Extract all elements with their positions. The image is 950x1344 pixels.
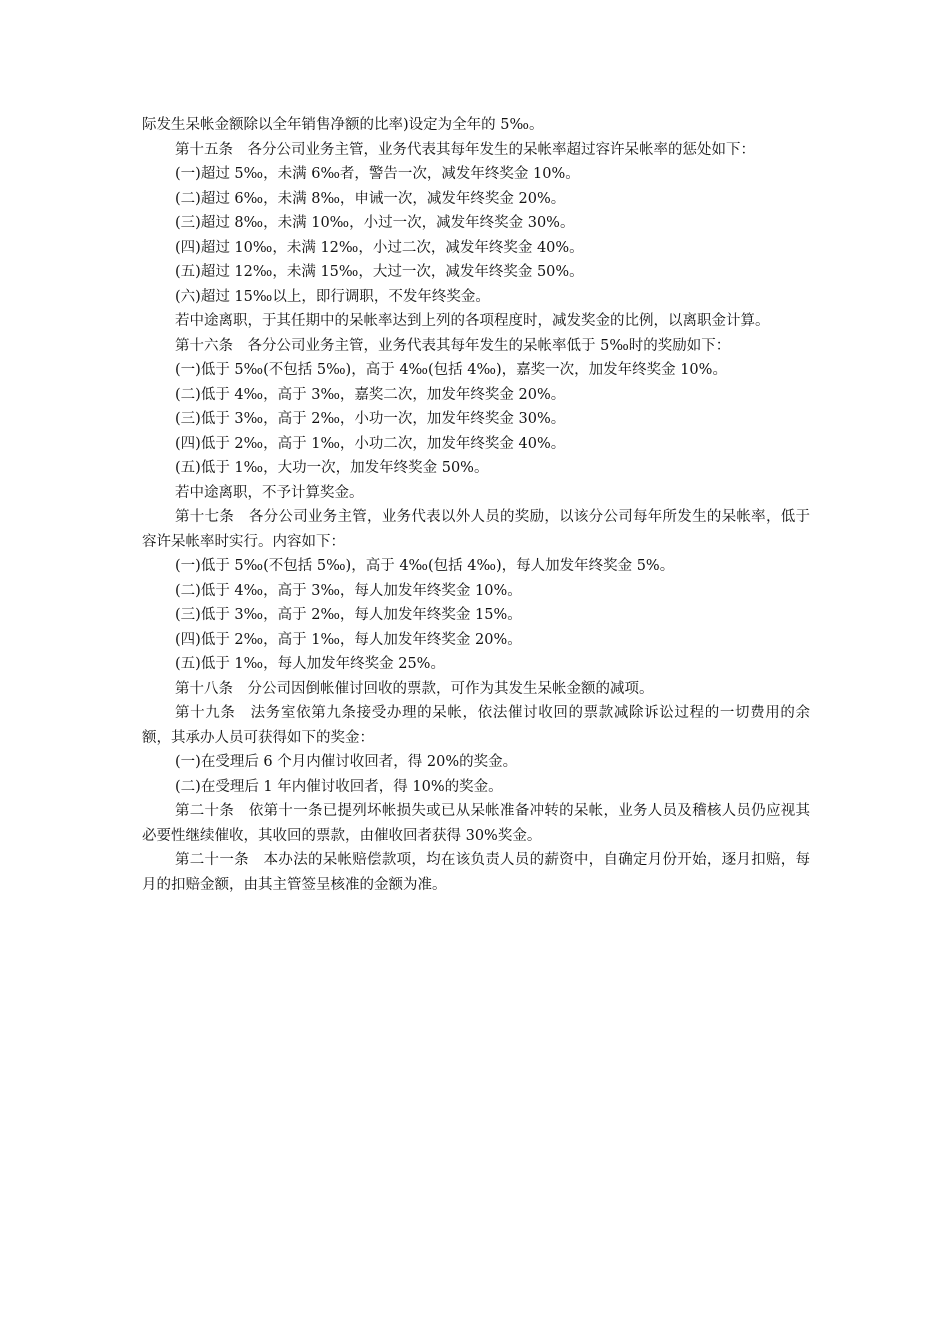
article-19: 第十九条 法务室依第九条接受办理的呆帐，依法催讨收回的票款减除诉讼过程的一切费用的余额，其承办人员可获得如下的奖金：: [142, 705, 810, 746]
article-19-item-1: (一)在受理后 6 个月内催讨收回者，得 20%的奖金。: [175, 754, 518, 770]
article-16-item-1: (一)低于 5‰(不包括 5‰)，高于 4‰(包括 4‰)，嘉奖一次，加发年终奖金 10%。: [175, 362, 727, 378]
article-19-item-2: (二)在受理后 1 年内催讨收回者，得 10%的奖金。: [175, 778, 503, 795]
article-16-item-5: (五)低于 1‰，大功一次，加发年终奖金 50%。: [175, 460, 489, 476]
article-16-item-3: (三)低于 3‰，高于 2‰，小功一次，加发年终奖金 30%。: [175, 411, 566, 427]
article-15-item-3: (三)超过 8‰，未满 10‰，小过一次，减发年终奖金 30%。: [175, 215, 575, 231]
article-17-item-2: (二)低于 4‰，高于 3‰，每人加发年终奖金 10%。: [175, 582, 522, 599]
article-17-item-5: (五)低于 1‰，每人加发年终奖金 25%。: [175, 656, 445, 672]
article-18: 第十八条 分公司因倒帐催讨回收的票款，可作为其发生呆帐金额的减项。: [175, 680, 654, 697]
article-17: 第十七条 各分公司业务主管，业务代表以外人员的奖励，以该分公司每年所发生的呆帐率，低于容许呆帐率时实行。内容如下：: [142, 509, 810, 550]
article-16-note: 若中途离职，不予计算奖金。: [175, 484, 364, 501]
article-15-item-4: (四)超过 10‰，未满 12‰，小过二次，减发年终奖金 40%。: [175, 239, 584, 256]
document-body: [142, 113, 810, 897]
article-21: 第二十一条 本办法的呆帐赔偿款项，均在该负责人员的薪资中，自确定月份开始，逐月扣赔，每月的扣赔金额，由其主管签呈核准的金额为准。: [142, 852, 810, 893]
article-16-item-2: (二)低于 4‰，高于 3‰，嘉奖二次，加发年终奖金 20%。: [175, 386, 566, 403]
article-17-item-4: (四)低于 2‰，高于 1‰，每人加发年终奖金 20%。: [175, 631, 522, 648]
article-15-item-5: (五)超过 12‰，未满 15‰，大过一次，减发年终奖金 50%。: [175, 264, 584, 280]
article-17-item-1: (一)低于 5‰(不包括 5‰)，高于 4‰(包括 4‰)，每人加发年终奖金 5%。: [175, 558, 675, 574]
article-16-item-4: (四)低于 2‰，高于 1‰，小功二次，加发年终奖金 40%。: [175, 435, 566, 452]
article-15-item-6: (六)超过 15‰以上，即行调职，不发年终奖金。: [175, 288, 490, 305]
article-20: 第二十条 依第十一条已提列坏帐损失或已从呆帐准备冲转的呆帐，业务人员及稽核人员仍应视其必要性继续催收，其收回的票款，由催收回者获得 30%奖金。: [142, 803, 810, 844]
paragraph-continuation: 际发生呆帐金额除以全年销售净额的比率)设定为全年的 5‰。: [142, 117, 544, 133]
article-16: 第十六条 各分公司业务主管，业务代表其每年发生的呆帐率低于 5‰时的奖励如下：: [175, 337, 731, 354]
article-15: 第十五条 各分公司业务主管，业务代表其每年发生的呆帐率超过容许呆帐率的惩处如下：: [175, 141, 755, 158]
article-15-item-2: (二)超过 6‰，未满 8‰，申诫一次，减发年终奖金 20%。: [175, 190, 566, 207]
article-17-item-3: (三)低于 3‰，高于 2‰，每人加发年终奖金 15%。: [175, 607, 522, 623]
article-15-item-1: (一)超过 5‰，未满 6‰者，警告一次，减发年终奖金 10%。: [175, 166, 580, 182]
article-15-note: 若中途离职，于其任期中的呆帐率达到上列的各项程度时，减发奖金的比例，以离职金计算。: [175, 313, 770, 329]
